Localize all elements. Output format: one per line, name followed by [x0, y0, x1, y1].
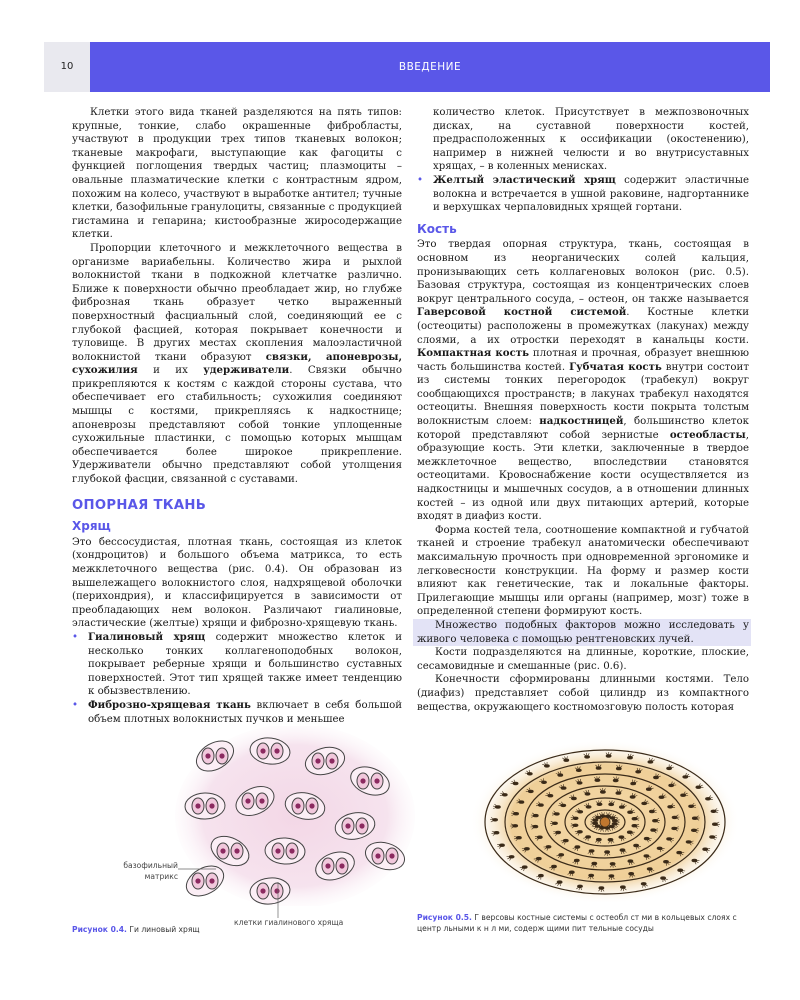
- osteocyte: [651, 829, 656, 832]
- paragraph-proportions: Пропорции клеточного и межклеточного вещества в организме вариабельны. Количество жира и рыхлой волокнистой ткани в подкожной клетчатке различно. Ближе к поверхности обычно преобладает жир, но глубже фиброзная ткань образует четко выраженный поверхностный фасциальный слой, соединяющий ее с глубокой фасцией, которая покрывает конечности и туловище. В других местах скопления малоэластичной волокнистой ткани образуют связки, апоневрозы, сухожилия и их удерживатели. Связки обычно прикрепляются к костям с каждой стороны сустава, что обеспечивает его стабильность; сухожилия соединяют мышцы с костями, прикрепляясь к надкостнице; апоневрозы представляют собой тонкие уплощенные сухожильные пластинки, с помощью которых мышцам обеспечивается более широкое прикрепление. Удерживатели обычно представляют собой утолщения глубокой фасции, связанной с суставами.: [72, 242, 402, 486]
- chondrocyte-nucleus: [329, 758, 334, 763]
- paragraph-cartilage: Это бессосудистая, плотная ткань, состоящая из клеток (хондроцитов) и большого объема матрикса, то есть межклеточного вещества (рис. 0.4). Он образован из вышележащего волокнистого слоя, надхрящевой оболочки (перихондрия), и классифицируется в зависимости от преобладающих нем волокон. Различают гиалиновые, эластические (желтые) хрящи и фиброзно-хрящевую ткань.: [72, 536, 402, 630]
- chondrocyte-nucleus: [295, 803, 300, 808]
- leader-line-cells: [268, 880, 288, 920]
- osteocyte: [537, 836, 542, 839]
- chondrocyte-nucleus: [195, 878, 200, 883]
- bullet-hyaline: • Гиалиновый хрящ содержит множество клеток и несколько тонких коллагеноподобных волокон, покрывает реберные хрящи и большинство суставных поверхностей. Этот тип хрящей также имеет тенденцию к обызвествлению.: [72, 630, 402, 698]
- paragraph-bone-form: Форма костей тела, соотношение компактной и губчатой тканей и строение трабекул анатомически обеспечивают максимальную прочность при одновременной эргономике и легковесности конструкции. На форму и размер кости влияют как генетические, так и локальные факторы. Прилегающие мышцы или органы (например, мозг) тоже в определенной степени формируют кость.: [417, 524, 749, 618]
- chondrocyte-nucleus: [260, 888, 265, 893]
- section-heading-support-tissue: ОПОРНАЯ ТКАНЬ: [72, 497, 207, 513]
- chondrocyte-nucleus: [209, 878, 214, 883]
- label-hyaline-cells: клетки гиалинового хряща: [234, 918, 344, 927]
- chondrocyte-nucleus: [195, 803, 200, 808]
- chondrocyte-nucleus: [219, 753, 224, 758]
- hyaline-cartilage-illustration: [175, 726, 415, 906]
- label-basophilic-matrix: базофильный матрикс: [123, 861, 178, 881]
- chondrocyte-nucleus: [339, 863, 344, 868]
- bullet-fibrocartilage: • Фиброзно-хрящевая ткань включает в себя большой объем плотных волокнистых пучков и меньшее: [72, 698, 402, 725]
- chapter-title: ВВЕДЕНИЕ: [398, 61, 462, 73]
- leader-line-matrix: [178, 866, 218, 872]
- haversian-system-illustration: [470, 740, 740, 905]
- bullet-elastic: • Желтый эластический хрящ содержит эластичные волокна и встречается в ушной раковине, надгортаннике и верхушках черпаловидных хрящей гортани.: [417, 173, 750, 214]
- subheading-cartilage: Хрящ: [72, 519, 111, 534]
- chondrocyte-nucleus: [309, 803, 314, 808]
- bullet-continuation: количество клеток. Присутствует в межпозвоночных дисках, на суставной поверхности костей, предрасположенных к оссификации (окостенению), например в нижней челюсти и во внутрисуставных хрящах, – в коленных менисках.: [433, 107, 749, 173]
- chondrocyte-nucleus: [374, 778, 379, 783]
- osteocyte: [516, 836, 521, 839]
- bullet-icon: •: [72, 631, 79, 643]
- chondrocyte-nucleus: [259, 798, 264, 803]
- right-column: [417, 106, 749, 714]
- bullet-icon: •: [417, 174, 424, 186]
- chondrocyte-nucleus: [360, 778, 365, 783]
- figure-caption-0-5: Рисунок 0.5. Г версовы костные системы с остеобл ст ми в кольцевых слоях с центр льными к н л ми, содерж щими пит тельные сосуды: [417, 913, 737, 933]
- chondrocyte-nucleus: [289, 848, 294, 853]
- chondrocyte-nucleus: [359, 823, 364, 828]
- page-header: [0, 42, 800, 92]
- osteocyte: [689, 805, 694, 808]
- chondrocyte-nucleus: [274, 748, 279, 753]
- chondrocyte-nucleus: [275, 848, 280, 853]
- chondrocyte-nucleus: [209, 803, 214, 808]
- bullet-icon: •: [72, 699, 79, 711]
- highlighted-paragraph: Множество подобных факторов можно исследовать у живого человека с помощью рентгеновских лучей.: [413, 619, 751, 646]
- subheading-bone: Кость: [417, 221, 457, 236]
- chondrocyte-nucleus: [205, 753, 210, 758]
- chondrocyte-nucleus: [325, 863, 330, 868]
- chondrocyte-nucleus: [260, 748, 265, 753]
- paragraph-bone-types: Кости подразделяются на длинные, короткие, плоские, сесамовидные и смешанные (рис. 0.6).: [417, 647, 749, 672]
- chondrocyte-nucleus: [345, 823, 350, 828]
- osteocyte: [686, 841, 691, 844]
- chondrocyte-nucleus: [389, 853, 394, 858]
- figure-caption-0-4: Рисунок 0.4. Ги линовый хрящ: [72, 925, 200, 934]
- paragraph-limbs: Конечности сформированы длинными костями. Тело (диафиз) представляет собой цилиндр из компактного вещества, окружающего костномозговую полость которая: [417, 674, 749, 713]
- paragraph-bone: Это твердая опорная структура, ткань, состоящая в основном из неорганических солей кальция, пронизывающих сеть коллагеновых волокон (рис. 0.5). Базовая структура, состоящая из концентрических слоев вокруг центрального сосуда, – остеон, он также называется Гаверсовой костной системой. Костные клетки (остеоциты) расположены в промежутках (лакунах) между слоями, а их отростки переходят в канальцы кости. Компактная кость плотная и прочная, образует внешнюю часть большинства костей. Губчатая кость внутри состоит из системы тонких перегородок (трабекул) вокруг сообщающихся пространств; в лакунах трабекул находятся остеоциты. Внешняя поверхность кости покрыта толстым волокнистым слоем: надкостницей, большинство клеток которой представляют собой зернистые остеобласты, образующие кость. Эти клетки, заключенные в твердое межклеточное вещество, впоследствии становятся остеоцитами. Кровоснабжение кости осуществляется из надкостницы и мышечных сосудов, а в отношении длинных костей – из одной или двух питающих артерий, которые входят в диафиз кости.: [417, 239, 749, 523]
- left-column: [72, 106, 402, 726]
- chondrocyte-nucleus: [315, 758, 320, 763]
- osteocyte: [668, 805, 673, 808]
- page-number: 10: [60, 61, 74, 72]
- chondrocyte-nucleus: [234, 848, 239, 853]
- paragraph-cell-types: Клетки этого вида тканей разделяются на пять типов: крупные, тонкие, слабо окрашенные фибробласты, участвуют в продукции трех типов тканевых волокон; тканевые макрофаги, выступающие как фагоциты с функцией поглощения твердых частиц; плазмоциты – овальные плазматические клетки с контрастным ядром, похожим на колесо, участвуют в выработке антител; тучные клетки, базофильные гранулоциты, связанные с продукцией гистамина и гепарина; кистообразные жиросодержащие клетки.: [72, 107, 402, 241]
- osteocyte: [554, 813, 559, 816]
- chondrocyte-nucleus: [220, 848, 225, 853]
- chondrocyte-nucleus: [245, 798, 250, 803]
- central-canal: [600, 817, 610, 827]
- chondrocyte-nucleus: [375, 853, 380, 858]
- osteocyte: [710, 836, 715, 839]
